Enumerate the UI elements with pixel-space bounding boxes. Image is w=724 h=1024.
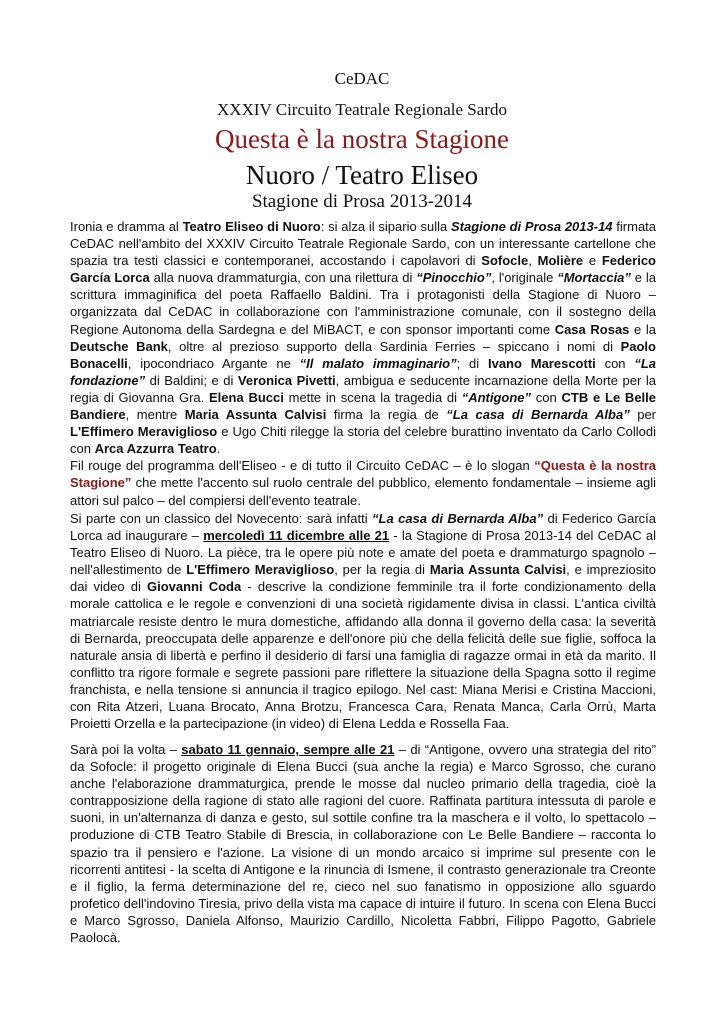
text-span: , per la regia di: [334, 562, 430, 578]
text-span: - la Stagione di Prosa 2013-14 del CeDAC al Teatro Eliseo di Nuoro. La pièce, tra le opere più note e amate del poeta e drammaturgo spagnolo – nell'allestimento de: [70, 528, 657, 578]
text-span: : si alza il sipario sulla: [320, 219, 451, 234]
bold-italic-title: “La casa di Bernarda Alba”: [446, 407, 630, 423]
antigone-paragraph: [70, 741, 656, 946]
bold-director: Maria Assunta Calvisi: [184, 407, 327, 423]
text-span: con: [595, 355, 635, 371]
text-span: di Baldini; e di: [145, 372, 238, 388]
bold-italic-title: “Il malato immaginario”: [299, 355, 457, 371]
text-span: , e impreziosito dai video di: [70, 562, 656, 595]
venue-title: Nuoro / Teatro Eliseo: [245, 160, 479, 190]
underlined-date: sabato 11 gennaio, sempre alle 21: [181, 742, 395, 757]
bold-company: CTB e Le Belle Bandiere: [70, 389, 657, 423]
text-span: , mentre: [125, 407, 185, 423]
bold-italic-season: Stagione di Prosa 2013-14: [450, 219, 613, 234]
bold-artist: Giovanni Coda: [146, 579, 242, 595]
bold-italic-title: “Pinocchio”: [416, 270, 492, 286]
text-span: Fil rouge del programma dell'Eliseo - e di tutto il Circuito CeDAC – è lo slogan: [70, 458, 535, 474]
bold-director: Maria Assunta Calvisi: [429, 562, 567, 578]
text-span: e Ugo Chiti rilegge la storia del celebre burattino inventato da Carlo Collodi con: [70, 424, 657, 457]
bold-company: L'Effimero Meraviglioso: [186, 562, 335, 578]
slogan-text: [70, 457, 656, 508]
bold-actor: Veronica Pivetti: [237, 372, 336, 388]
text-span: .: [216, 441, 221, 457]
bold-company: L'Effimero Meraviglioso: [70, 424, 218, 440]
text-span: e la: [629, 321, 656, 337]
bold-italic-title: “La casa di Bernarda Alba”: [372, 511, 544, 526]
text-span: Ironia e dramma al: [70, 219, 183, 234]
red-slogan: “Questa è la nostra Stagione”: [70, 458, 656, 491]
bold-italic-title: “La fondazione”: [70, 355, 656, 388]
text-span: che mette l'accento sul ruolo centrale del pubblico, elemento fondamentale – insieme agli attori sul palco – del compiersi dell'evento teatrale.: [70, 475, 656, 508]
bold-venue: Teatro Eliseo di Nuoro: [182, 219, 321, 234]
bold-italic-title: “Mortaccia”: [557, 270, 631, 286]
text-span: con: [531, 389, 562, 405]
bernarda-paragraph: [70, 510, 656, 732]
season-subtitle: Stagione di Prosa 2013-2014: [251, 191, 473, 212]
text-span: alla nuova drammaturgia, con una rilettura di: [149, 270, 417, 286]
bold-actor: Elena Bucci: [209, 389, 284, 405]
text-span: e: [583, 253, 602, 269]
antigone-text: [70, 741, 656, 946]
text-span: , oltre al prezioso supporto della Sardinia Ferries – spiccano i nomi di: [167, 338, 621, 354]
text-span: per: [629, 407, 657, 423]
organization-name: CeDAC: [334, 69, 390, 88]
text-span: ,: [528, 253, 538, 269]
bold-actor: Paolo Bonacelli: [70, 338, 656, 371]
bold-author: Sofocle: [481, 253, 529, 269]
text-span: - descrive la condizione femminile tra il forte condizionamento della morale cattolica e le regole e convenzioni di una società rigidamente divisa in classi. L'antica civiltà matriarcale resiste dentro le mura domestiche, affidando alla donna il governo della casa: la severità di Bernarda, preoccupata delle apparenze e dell'onore più che della felicità delle sue figlie, soffoca la naturale ansia di libertà e perfino il desiderio di farsi una famiglia di ragazze ormai in età da marito. Il conflitto tra rigore formale e segrete passioni pare riflettere la situazione della Spagna sotto il regime franchista, e nella tensione si annuncia il tragico epilogo. Nel cast: Miana Merisi e Cristina Maccioni, con Rita Atzeri, Luana Brocato, Anna Brotzu, Francesca Cara, Renata Manca, Carla Orrù, Marta Proietti Orzella e la partecipazione (in video) di Elena Ledda e Rossella Faa.: [70, 579, 656, 732]
text-span: , ambigua e seducente incarnazione della Morte per la regia di Giovanna Gra.: [70, 372, 656, 405]
bernarda-text: [70, 510, 656, 732]
bold-sponsor: Casa Rosas: [554, 321, 630, 337]
season-slogan-title: Questa è la nostra Stagione: [215, 124, 509, 154]
bold-author: Federico García Lorca: [70, 253, 656, 286]
bold-author: Molière: [537, 253, 584, 269]
document-header: [0, 68, 724, 213]
text-span: di Federico García Lorca ad inaugurare –: [70, 511, 657, 544]
bold-sponsor: Deutsche Bank: [70, 338, 168, 354]
text-span: Si parte con un classico del Novecento: sarà infatti: [70, 511, 373, 526]
bold-actor: Ivano Marescotti: [487, 355, 596, 371]
text-span: e la scrittura immaginifica del poeta Raffaello Baldini. Tra i protagonisti della Stagione di Nuoro – organizzata dal CeDAC in collaborazione con l'amministrazione comunale, con il sostegno della Regione Autonoma della Sardegna e del MiBACT, e con sponsor importanti come: [70, 270, 656, 337]
text-span: Sarà poi la volta –: [70, 742, 182, 757]
bold-italic-title: “Antigone”: [461, 389, 532, 405]
text-span: , ipocondriaco Argante ne: [127, 355, 300, 371]
text-span: – di “Antigone, ovvero una strategia del rito” da Sofocle: il progetto originale di Elena Bucci (sua anche la regia) e Marco Sgrosso, che curano anche l'elaborazione drammaturgica, prende le mosse dal nucleo primario della tragedia, cioè la contrapposizione della ragione di stato alle ragioni del cuore. Raffinata partitura intessuta di parole e suoni, in un'alternanza di danza e gesto, sul sottile confine tra la maschera e il volto, lo spettacolo – produzione di CTB Teatro Stabile di Brescia, in collaborazione con Le Belle Bandiere – racconta lo spazio tra il pensiero e l'azione. La visione di un mondo arcaico si imprime sul presente con le ricorrenti antitesi - la scelta di Antigone e la rinuncia di Ismene, il contrasto generazionale tra Creonte e il figlio, la ferma determinazione del re, cieco nel suo fanatismo in opposizione allo sguardo profetico dell'indovino Tiresia, privo della vista ma capace di intuire il futuro. In scena con Elena Bucci e Marco Sgrosso, Daniela Alfonso, Maurizio Cardillo, Nicoletta Fabbri, Filippo Pagotto, Gabriele Paolocà.: [70, 742, 656, 946]
bold-company: Arca Azzurra Teatro: [94, 441, 217, 457]
text-span: , l'originale: [491, 270, 558, 286]
text-span: firmata CeDAC nell'ambito del XXXIV Circuito Teatrale Regionale Sardo, con un interessante cartellone che spazia tra testi classici e contemporanei, accostando i capolavori di: [70, 219, 657, 269]
text-span: mette in scena la tragedia di: [283, 389, 462, 405]
text-span: firma la regia de: [326, 407, 447, 423]
intro-paragraph: [70, 218, 656, 509]
underlined-date: mercoledì 11 dicembre alle 21: [203, 528, 390, 544]
text-span: ; di: [456, 355, 488, 371]
circuit-name: XXXIV Circuito Teatrale Regionale Sardo: [217, 100, 507, 119]
intro-text: [70, 218, 656, 457]
